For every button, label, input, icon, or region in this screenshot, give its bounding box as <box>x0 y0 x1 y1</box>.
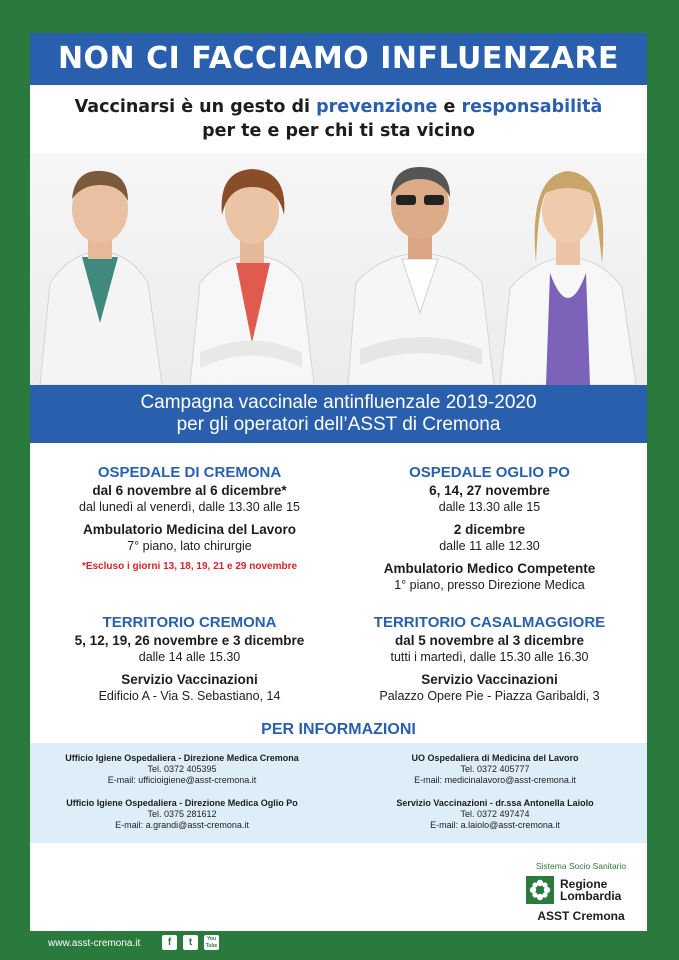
contact-email[interactable]: E-mail: medicinalavoro@asst-cremona.it <box>414 775 576 785</box>
regione-lombardia-logo <box>526 861 636 923</box>
ospedale-cremona-title: OSPEDALE DI CREMONA <box>97 464 282 481</box>
contact-name: UO Ospedaliera di Medicina del Lavoro <box>411 753 579 763</box>
ospedale-cremona-place-detail: 7° piano, lato chirurgie <box>127 539 252 553</box>
territorio-cremona-hours: dalle 14 alle 15.30 <box>138 650 241 664</box>
info-title: PER INFORMAZIONI <box>261 721 416 738</box>
logo-asst: ASST Cremona <box>537 909 625 923</box>
youtube-icon[interactable]: You Tube <box>205 936 218 949</box>
contact-card <box>42 753 322 786</box>
title-banner <box>30 33 647 85</box>
contact-tel: Tel. 0372 405395 <box>147 764 217 774</box>
contact-email[interactable]: E-mail: ufficioigiene@asst-cremona.it <box>107 775 257 785</box>
ospedale-oglio-po-title: OSPEDALE OGLIO PO <box>409 464 570 481</box>
contact-card <box>355 798 635 831</box>
staff-photo <box>30 153 647 385</box>
territorio-casalmaggiore-block <box>352 613 627 704</box>
info-panel <box>30 743 647 843</box>
contact-tel: Tel. 0372 405777 <box>460 764 530 774</box>
contact-card <box>42 798 322 831</box>
doctor-3-figure <box>348 167 494 385</box>
ospedale-cremona-block <box>52 463 327 574</box>
facebook-icon[interactable]: f <box>162 935 177 950</box>
twitter-icon[interactable]: t <box>183 935 198 950</box>
territorio-casalmaggiore-place-detail: Palazzo Opere Pie - Piazza Garibaldi, 3 <box>379 689 600 703</box>
website-link[interactable]: www.asst-cremona.it <box>48 938 141 949</box>
campaign-line-1: Campagna vaccinale antinfluenzale 2019-2020 <box>140 392 537 413</box>
subtitle-line-2: per te e per chi ti sta vicino <box>202 121 475 141</box>
ospedale-cremona-hours: dal lunedì al venerdì, dalle 13.30 alle 15 <box>79 500 300 514</box>
ospedale-oglio-po-hours-2: dalle 11 alle 12.30 <box>439 539 540 553</box>
ospedale-oglio-po-hours-1: dalle 13.30 alle 15 <box>438 500 541 514</box>
ospedale-oglio-po-dates-1: 6, 14, 27 novembre <box>429 483 550 498</box>
territorio-cremona-dates: 5, 12, 19, 26 novembre e 3 dicembre <box>74 633 305 648</box>
subtitle-responsabilita: responsabilità <box>461 97 603 117</box>
contact-name: Ufficio Igiene Ospedaliera - Direzione Medica Oglio Po <box>66 798 298 808</box>
subtitle-prevenzione: prevenzione <box>316 97 438 117</box>
logo-region-line-2: Lombardia <box>560 889 622 903</box>
ospedale-cremona-place: Ambulatorio Medicina del Lavoro <box>82 522 297 537</box>
ospedale-cremona-dates: dal 6 novembre al 6 dicembre* <box>92 483 287 498</box>
territorio-casalmaggiore-title: TERRITORIO CASALMAGGIORE <box>373 614 606 631</box>
ospedale-cremona-note: *Escluso i giorni 13, 18, 19, 21 e 29 novembre <box>81 561 298 572</box>
subtitle-text-2: e <box>437 97 462 117</box>
lombardia-rose-icon <box>526 876 554 904</box>
ospedale-oglio-po-place: Ambulatorio Medico Competente <box>383 561 596 576</box>
ospedale-oglio-po-block <box>352 463 627 593</box>
staff-illustration <box>30 153 647 385</box>
doctor-1-figure <box>40 171 162 385</box>
contact-email[interactable]: E-mail: a.laiolo@asst-cremona.it <box>430 820 560 830</box>
territorio-cremona-place: Servizio Vaccinazioni <box>121 672 258 687</box>
contact-tel: Tel. 0372 497474 <box>460 809 530 819</box>
campaign-banner <box>30 385 647 443</box>
doctor-2-figure <box>190 169 314 385</box>
logo-region-line-1: Regione <box>560 877 608 891</box>
poster-subtitle <box>30 95 647 143</box>
territorio-cremona-block <box>52 613 327 704</box>
contact-email[interactable]: E-mail: a.grandi@asst-cremona.it <box>115 820 249 830</box>
logo-system-text: Sistema Socio Sanitario <box>535 861 627 871</box>
campaign-line-2: per gli operatori dell’ASST di Cremona <box>176 414 501 435</box>
subtitle-text-1: Vaccinarsi è un gesto di <box>74 97 317 117</box>
doctor-4-figure <box>500 171 636 385</box>
territorio-casalmaggiore-place: Servizio Vaccinazioni <box>421 672 558 687</box>
territorio-casalmaggiore-hours: tutti i martedì, dalle 15.30 alle 16.30 <box>390 650 589 664</box>
territorio-casalmaggiore-dates: dal 5 novembre al 3 dicembre <box>394 633 585 648</box>
ospedale-oglio-po-dates-2: 2 dicembre <box>453 522 526 537</box>
contact-name: Servizio Vaccinazioni - dr.ssa Antonella Laiolo <box>396 798 594 808</box>
territorio-cremona-title: TERRITORIO CREMONA <box>102 614 277 631</box>
contact-card <box>355 753 635 786</box>
contact-tel: Tel. 0375 281612 <box>147 809 217 819</box>
contact-name: Ufficio Igiene Ospedaliera - Direzione Medica Cremona <box>65 753 299 763</box>
territorio-cremona-place-detail: Edificio A - Via S. Sebastiano, 14 <box>98 689 281 703</box>
ospedale-oglio-po-place-detail: 1° piano, presso Direzione Medica <box>394 578 585 592</box>
poster-title: NON CI FACCIAMO INFLUENZARE <box>57 41 620 76</box>
poster <box>30 33 647 931</box>
